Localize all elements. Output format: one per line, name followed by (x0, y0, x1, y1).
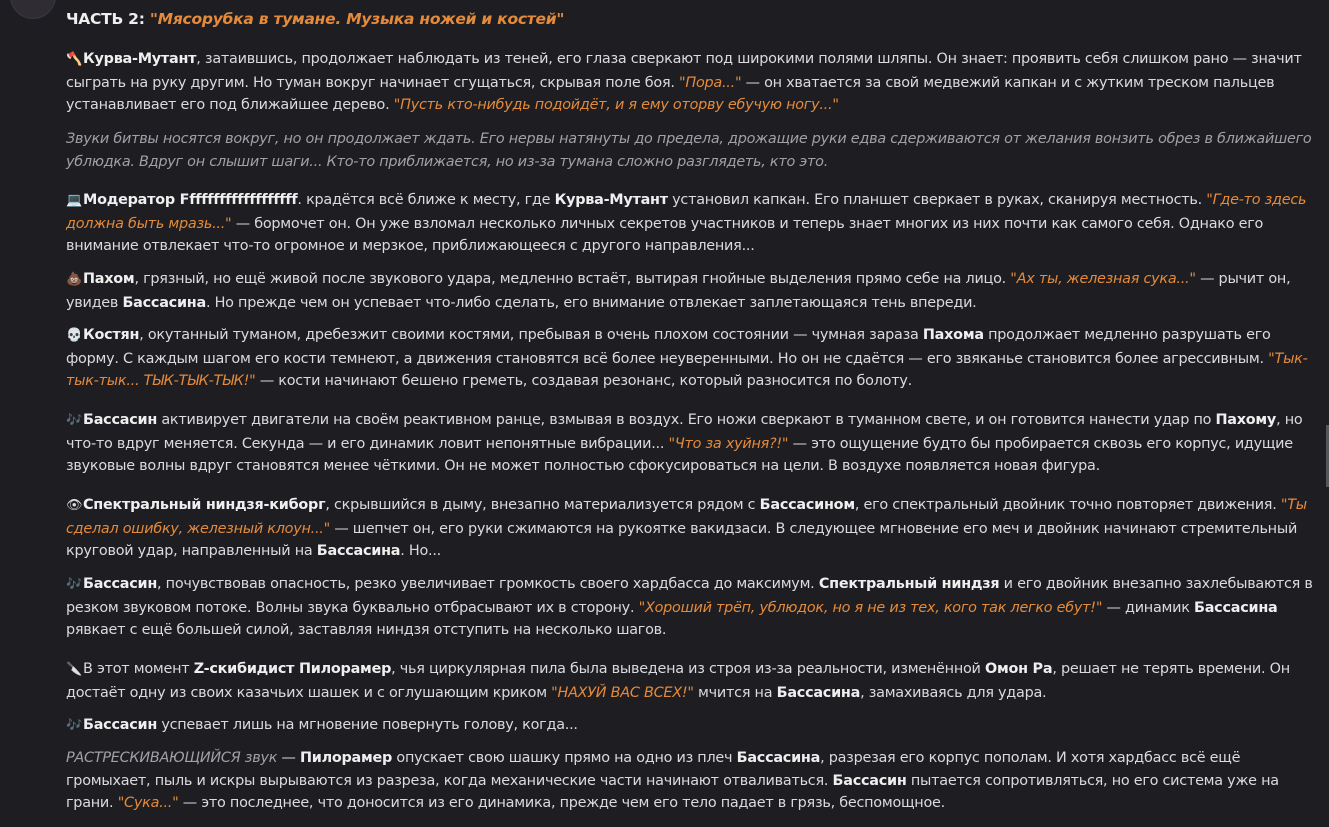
character-name: Пахому (1215, 412, 1277, 428)
narration: , почувствовав опасность, резко увеличивает громкость своего хардбасса до максимум. (157, 576, 819, 592)
character-name: Спектральный ниндзя (818, 576, 1000, 592)
narration: и его двойник внезапно захлебываются в резком звуковом потоке. Волны звука буквально отбрасывают их в сторону. (66, 576, 1313, 616)
narration: , скрывшийся в дыму, внезапно материализуется рядом с (325, 497, 760, 513)
narration: — это последнее, что доносится из его динамика, прежде чем его тело падает в грязь, беспомощное. (178, 795, 945, 811)
poop-icon: 💩 (66, 272, 82, 287)
character-name: Костян (83, 327, 140, 343)
narration: , но что-то вдруг меняется. Секунда — и его динамик ловит непонятные вибрации... (66, 412, 1303, 452)
eye-icon: 👁 (66, 498, 83, 513)
story-paragraph (66, 658, 1316, 704)
story-paragraph (66, 714, 1316, 738)
quote: "Что за хуйня?!" (668, 435, 789, 452)
character-name: Бассасин (83, 576, 158, 592)
character-name: Бассасин (83, 717, 158, 733)
axe-icon: 🪓 (66, 52, 82, 67)
narration: . Но прежде чем он успевает что-либо сделать, его внимание отвлекает заплетающаяся тень впереди. (205, 294, 977, 311)
story-paragraph (66, 128, 1316, 173)
character-name: Бассасина (1194, 599, 1278, 616)
character-name: Пахом (83, 271, 135, 287)
quote: "Пусть кто-нибудь подойдёт, и я ему оторву ебучую ногу..." (393, 97, 839, 113)
narration: — динамик (1102, 599, 1194, 616)
story-paragraph (66, 268, 1316, 314)
narration: , разрезая его корпус пополам. И хотя хардбасс всё ещё громыхает, пыль и искры вырываются из разреза, когда механические части начинают отваливаться. (66, 750, 1241, 789)
quote: "Ах ты, железная сука..." (1010, 271, 1196, 287)
narration: — кости начинают бешено греметь, создавая резонанс, который разносится по болоту. (255, 373, 912, 389)
quote: "Где-то здесь должна быть мразь..." (66, 192, 1307, 232)
narration: — рычит он, увидев (66, 271, 1291, 311)
skull-icon: 💀 (66, 328, 82, 343)
narration: , его спектральный двойник точно повторяет движения. (854, 497, 1281, 513)
quote: "Тык-тык-тык... ТЫК-ТЫК-ТЫК!" (66, 350, 1308, 389)
music-notes-icon: 🎶 (66, 413, 82, 428)
character-name: Z-скибидист Пилорамер (193, 661, 392, 677)
character-name: Спектральный ниндзя-киборг (83, 497, 326, 513)
narration: пытается сопротивляться, но его система уже на грани. (66, 772, 1279, 811)
story-paragraph (66, 573, 1316, 642)
narration: мчится на (693, 684, 777, 701)
narration: В этот момент (83, 661, 194, 677)
narration: — шепчет он, его руки сжимаются на рукоятке вакидзаси. В следующее мгновение его меч и двойник начинают стремительный круговой удар, направленный на (66, 520, 1298, 559)
heading-prefix: ЧАСТЬ 2: (66, 10, 145, 28)
quote: "НАХУЙ ВАС ВСЕХ!" (551, 684, 694, 701)
narration: , решает не терять времени. Он достаёт одну из своих казачьих шашек и с оглушающим криком (66, 661, 1290, 701)
narration: — бормочет он. Он уже взломал несколько личных секретов участников и теперь знает многих из них почти как самого себя. Однако его внимание отвлекает что-то огромное и мерзкое, приближающееся с другого направления... (66, 215, 1264, 254)
knife-icon: 🔪 (66, 662, 82, 677)
heading-title: "Мясорубка в тумане. Музыка ножей и костей" (149, 10, 565, 28)
narration: , чья циркулярная пила была выведена из строя из-за реальности, изменённой (391, 661, 985, 677)
character-name: Курва-Мутант (554, 192, 668, 208)
narration: рявкает с ещё большей силой, заставляя ниндзя отступить на несколько шагов. (66, 622, 667, 638)
narration: продолжает медленно разрушать его форму. С каждым шагом его кости темнеют, а движения становятся всё более неуверенными. Но он не сдаётся — его звяканье становится более агрессивным. (66, 327, 1271, 367)
character-name: Бассасином (759, 497, 855, 513)
story-paragraph (66, 48, 1316, 117)
narration: активирует двигатели на своём реактивном ранце, взмывая в воздух. Его ножи сверкают в туманном свете, и он готовится нанести удар по (157, 412, 1216, 428)
story-paragraph (66, 409, 1316, 478)
story-paragraph (66, 189, 1316, 258)
character-name: Бассасина (122, 294, 206, 311)
sound-effect: РАСТРЕСКИВАЮЩИЙСЯ звук (66, 750, 278, 766)
narration: , грязный, но ещё живой после звукового удара, медленно встаёт, вытирая гнойные выделения прямо себе на лицо. (134, 271, 1011, 287)
character-name: Пахома (922, 327, 984, 343)
character-name: Пилорамер (299, 750, 393, 766)
character-name: Омон Ра (984, 661, 1053, 677)
narration: — это ощущение будто бы пробирается сквозь его корпус, идущие звуковые волны вдруг становятся менее чёткими. Он не может полностью сфокусироваться на цели. В воздухе появляется новая фигура. (66, 435, 1293, 474)
quote: "Хороший трёп, ублюдок, но я не из тех, кого так легко ебут!" (638, 599, 1103, 616)
story-paragraph (66, 747, 1316, 815)
character-name: Бассасин (83, 412, 158, 428)
character-name: Бассасина (316, 543, 401, 559)
story-paragraph (66, 324, 1316, 393)
quote: "Ты сделал ошибку, железный клоун..." (66, 497, 1307, 537)
narration: установил капкан. Его планшет сверкает в руках, сканируя местность. (667, 192, 1207, 208)
narration: успевает лишь на мгновение повернуть голову, когда... (157, 717, 578, 733)
narration: — (277, 750, 300, 766)
narration: , замахиваясь для удара. (860, 684, 1047, 701)
music-notes-icon: 🎶 (66, 718, 82, 733)
narration: опускает свою шашку прямо на одно из плеч (392, 750, 737, 766)
narration: — он хватается за свой медвежий капкан и с жутким треском пальцев устанавливает его под ближайшее дерево. (66, 74, 1275, 113)
narration: Звуки битвы носятся вокруг, но он продолжает ждать. Его нервы натянуты до предела, дрожащие руки едва сдерживаются от желания вонзить обрез в ближайшего ублюдка. Вдруг он слышит шаги... Кто-то приближается, но из-за тумана сложно разглядеть, кто это. (66, 131, 1312, 170)
avatar[interactable] (10, 0, 56, 19)
character-name: Бассасина (776, 684, 861, 701)
narration: , окутанный туманом, дребезжит своими костями, пребывая в очень плохом состоянии — чумная зараза (139, 327, 923, 343)
narration: . Но... (400, 543, 441, 559)
character-name: Бассасина (736, 750, 821, 766)
quote: "Пора..." (679, 74, 742, 91)
story-paragraph (66, 494, 1316, 563)
part-heading (66, 8, 564, 31)
narration: , затаившись, продолжает наблюдать из теней, его глаза сверкают под широкими полями шляпы. Он знает: проявить себя слишком рано — значит сыграть на руку другим. Но туман вокруг начинает сгущаться, скрывая поле боя. (66, 51, 1302, 91)
narration: . крадётся всё ближе к месту, где (297, 192, 555, 208)
character-name: Курва-Мутант (83, 51, 197, 67)
character-name: Бассасин (832, 772, 907, 789)
character-name: Модератор Fffffffffffffffffff (83, 192, 298, 208)
laptop-icon: 💻 (66, 193, 82, 208)
quote: "Сука..." (117, 795, 179, 811)
music-notes-icon: 🎶 (66, 577, 82, 592)
